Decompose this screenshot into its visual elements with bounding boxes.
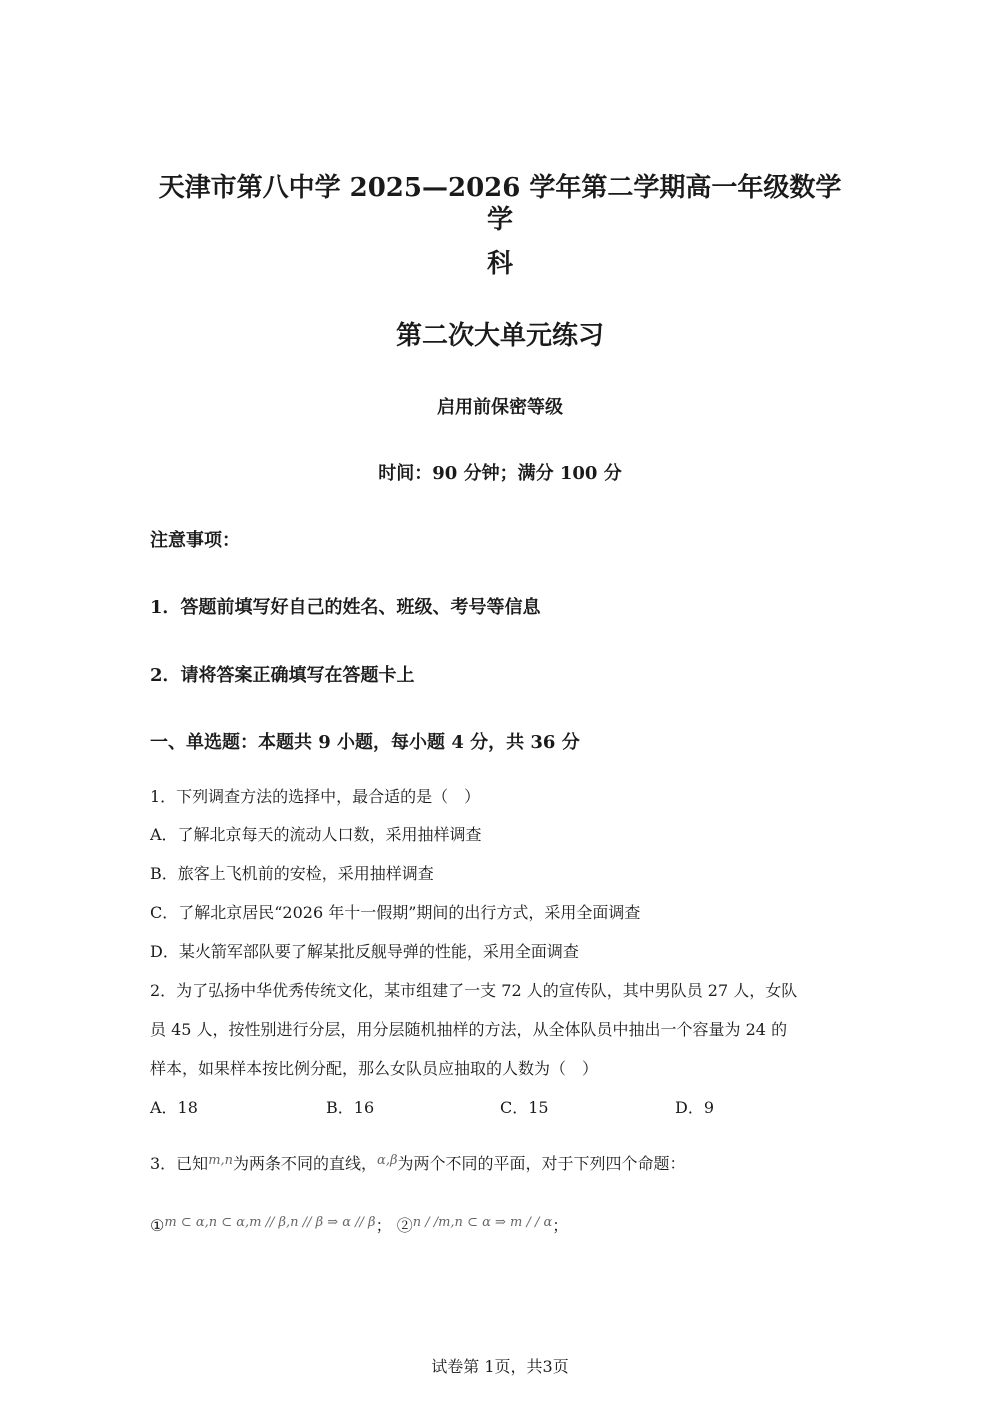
proposition-1-math: m ⊂ α,n ⊂ α,m // β,n // β ⇒ α // β	[164, 1215, 376, 1230]
exam-title-line1: 天津市第八中学 2025—2026 学年第二学期高一年级数学学	[158, 173, 842, 235]
q1-option-d: D．某火箭军部队要了解某批反舰导弹的性能，采用全面调查	[150, 942, 579, 961]
q3-stem	[150, 1150, 850, 1175]
proposition-1-sep: ；	[375, 1216, 392, 1235]
proposition-2-sep: ；	[552, 1216, 569, 1235]
q3-prefix: 3．已知	[150, 1154, 209, 1173]
notice-heading: 注意事项：	[150, 530, 240, 551]
q1-stem: 1．下列调查方法的选择中，最合适的是（ ）	[150, 787, 481, 806]
q3-propositions	[150, 1212, 850, 1237]
q3-math-lines: m,n	[208, 1153, 234, 1168]
q2-option-c: C．15	[500, 1098, 549, 1117]
q2-stem-line2: 员 45 人，按性别进行分层，用分层随机抽样的方法，从全体队员中抽出一个容量为 24 的	[150, 1020, 788, 1039]
page-footer: 试卷第 1页，共3页	[431, 1357, 569, 1376]
q2-option-d: D．9	[675, 1098, 715, 1117]
section-heading: 一、单选题：本题共 9 小题，每小题 4 分，共 36 分	[150, 732, 580, 753]
notice-item-1: 1．答题前填写好自己的姓名、班级、考号等信息	[150, 597, 541, 618]
proposition-2-marker: ②	[396, 1216, 413, 1235]
q2-stem-line3: 样本，如果样本按比例分配，那么女队员应抽取的人数为（ ）	[150, 1059, 599, 1078]
q3-mid2: 为两个不同的平面，对于下列四个命题：	[397, 1154, 686, 1173]
q3-math-planes: α,β	[377, 1153, 398, 1168]
time-info: 时间：90 分钟；满分 100 分	[378, 463, 622, 484]
proposition-1-marker: ①	[150, 1216, 165, 1235]
q2-option-a: A．18	[150, 1098, 198, 1117]
q2-stem-line1: 2．为了弘扬中华优秀传统文化，某市组建了一支 72 人的宣传队，其中男队员 27 人，女队	[150, 981, 798, 1000]
q1-option-c: C．了解北京居民“2026 年十一假期”期间的出行方式，采用全面调查	[150, 903, 641, 922]
notice-item-2: 2．请将答案正确填写在答题卡上	[150, 665, 415, 686]
exam-title-line2: 科	[486, 249, 513, 279]
exam-title-line3: 第二次大单元练习	[395, 321, 604, 351]
confidential-label: 启用前保密等级	[437, 397, 563, 418]
proposition-2-math: n / /m,n ⊂ α ⇒ m / / α	[412, 1215, 553, 1230]
q1-option-b: B．旅客上飞机前的安检，采用抽样调查	[150, 864, 434, 883]
q1-option-a: A．了解北京每天的流动人口数，采用抽样调查	[150, 825, 482, 844]
q3-mid1: 为两条不同的直线，	[233, 1154, 378, 1173]
q2-option-b: B．16	[326, 1098, 375, 1117]
